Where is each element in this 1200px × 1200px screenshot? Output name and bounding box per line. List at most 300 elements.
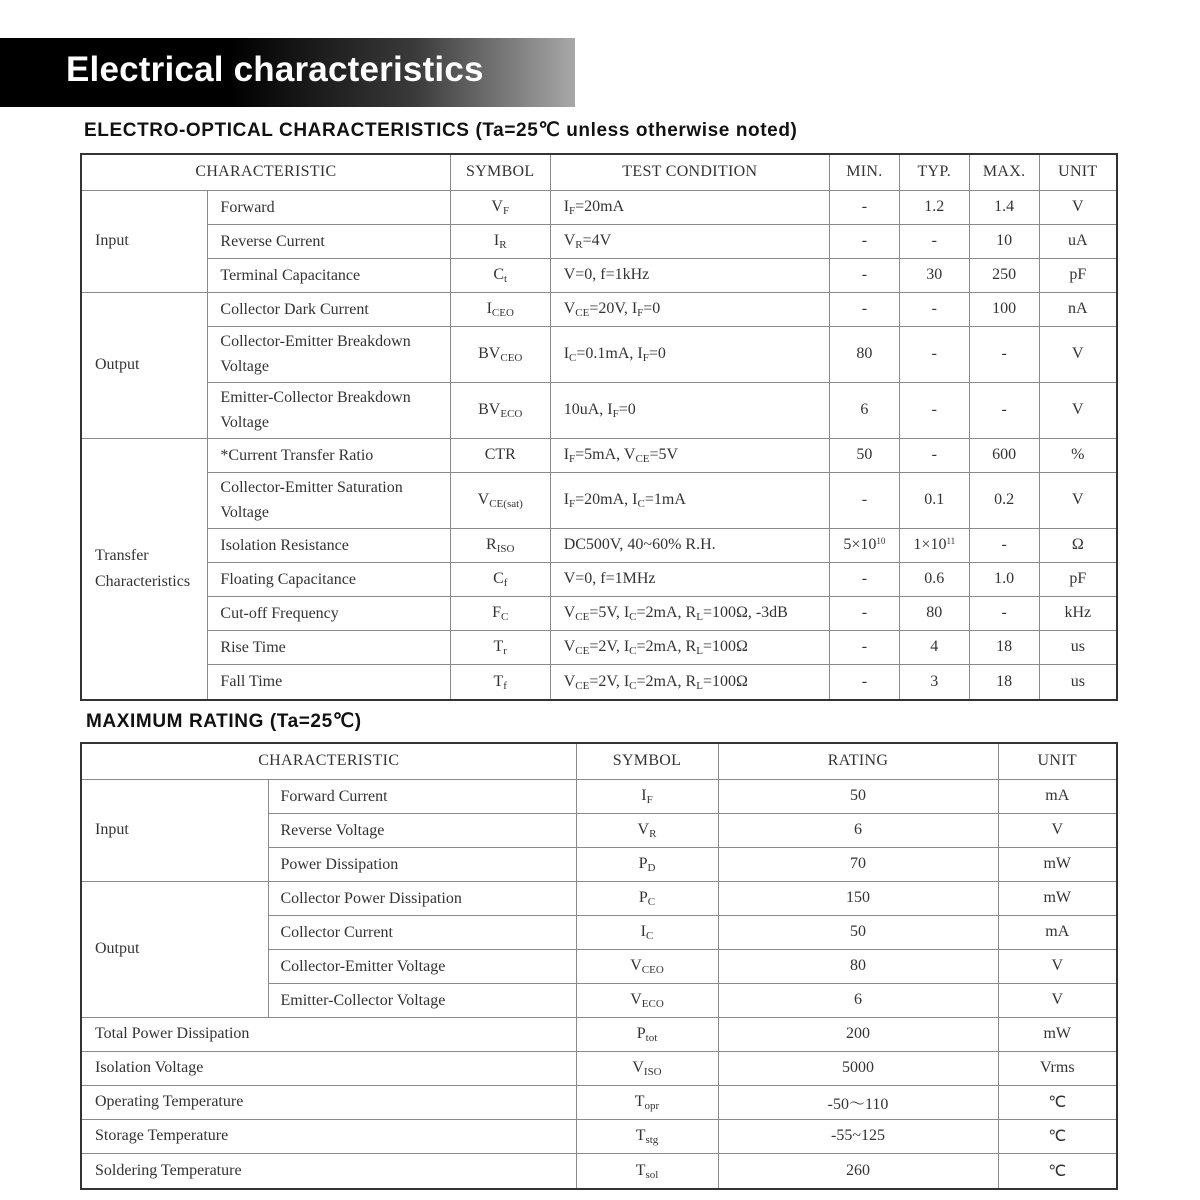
symbol-text: BV xyxy=(478,401,501,418)
condition-text: =4V xyxy=(582,232,612,249)
unit-cell: V xyxy=(998,813,1117,847)
unit-cell: uA xyxy=(1039,224,1117,258)
condition-text: =5mA, V xyxy=(575,446,636,463)
condition-subscript: F xyxy=(569,453,576,465)
characteristic-name: Collector Dark Current xyxy=(220,300,369,318)
header-typ: TYP. xyxy=(899,154,969,190)
typ-value: - xyxy=(931,345,937,362)
table-row xyxy=(81,190,1117,224)
characteristic-name: Emitter-Collector Breakdown xyxy=(220,389,411,406)
table-row xyxy=(81,1153,1117,1189)
characteristic-name: Reverse Voltage xyxy=(268,813,576,847)
condition-text: I xyxy=(563,198,570,215)
unit-cell: V xyxy=(1039,472,1117,528)
min-exponent: 10 xyxy=(876,536,886,546)
symbol-cell xyxy=(450,326,550,382)
max-rating-title: MAXIMUM RATING (Ta=25℃) xyxy=(86,711,362,732)
typ-cell xyxy=(899,292,969,326)
unit-cell: mW xyxy=(998,1017,1117,1051)
symbol-subscript: D xyxy=(647,862,656,874)
condition-text: V xyxy=(563,232,576,249)
header-rating: RATING xyxy=(718,743,998,779)
test-condition-cell xyxy=(550,224,829,258)
condition-text: V xyxy=(563,300,576,317)
characteristic-name: Rise Time xyxy=(220,638,286,656)
symbol-text: BV xyxy=(478,345,501,362)
table-row xyxy=(81,438,1117,472)
unit-cell: kHz xyxy=(1039,596,1117,630)
unit-cell: V xyxy=(1039,382,1117,438)
characteristic-name-cont: Voltage xyxy=(220,414,270,431)
symbol-text: V xyxy=(632,1059,644,1076)
min-cell xyxy=(829,528,899,562)
typ-value: 4 xyxy=(930,638,939,655)
table-row xyxy=(81,779,1117,813)
characteristic-name: Forward Current xyxy=(268,779,576,813)
characteristic-name: Operating Temperature xyxy=(81,1085,576,1119)
rating-value: 6 xyxy=(718,983,998,1017)
max-value: - xyxy=(1001,536,1007,553)
characteristic-cell xyxy=(208,224,450,258)
group-label-text: Output xyxy=(95,356,140,373)
condition-subscript: L xyxy=(696,611,703,623)
rating-value: -55~125 xyxy=(718,1119,998,1153)
typ-cell xyxy=(899,190,969,224)
max-cell xyxy=(969,382,1039,438)
typ-cell xyxy=(899,258,969,292)
typ-cell xyxy=(899,664,969,700)
unit-cell: nA xyxy=(1039,292,1117,326)
max-value: 0.2 xyxy=(994,491,1015,508)
condition-text: =20V, I xyxy=(589,300,638,317)
unit-cell: ℃ xyxy=(998,1119,1117,1153)
test-condition-cell xyxy=(550,596,829,630)
typ-value: 0.1 xyxy=(924,491,945,508)
symbol-text: V xyxy=(630,991,642,1008)
max-value: 18 xyxy=(996,672,1013,690)
table-row xyxy=(81,528,1117,562)
min-value: - xyxy=(861,198,868,215)
test-condition-cell xyxy=(550,472,829,528)
condition-text: =2mA, R xyxy=(636,672,697,690)
symbol-cell xyxy=(576,915,718,949)
condition-subscript: CE xyxy=(575,645,590,657)
characteristic-name: Collector-Emitter Saturation xyxy=(220,479,403,496)
min-value: - xyxy=(861,491,868,508)
typ-value: 30 xyxy=(926,266,943,283)
characteristic-cell xyxy=(208,292,450,326)
min-cell xyxy=(829,562,899,596)
symbol-cell xyxy=(450,438,550,472)
condition-text: I xyxy=(563,345,570,362)
header-unit: UNIT xyxy=(1039,154,1117,190)
symbol-subscript: ISO xyxy=(496,543,515,555)
condition-subscript: L xyxy=(696,679,703,692)
symbol-subscript: opr xyxy=(644,1100,660,1112)
test-condition-cell xyxy=(550,528,829,562)
symbol-cell xyxy=(576,1153,718,1189)
rating-value: -50～110 xyxy=(718,1085,998,1119)
unit-cell: V xyxy=(998,983,1117,1017)
condition-subscript: CE xyxy=(575,611,590,623)
unit-cell: mA xyxy=(998,779,1117,813)
table-row xyxy=(81,562,1117,596)
symbol-text: V xyxy=(477,491,490,508)
unit-cell: V xyxy=(998,949,1117,983)
test-condition-cell xyxy=(550,292,829,326)
condition-text: =0.1mA, I xyxy=(576,345,643,362)
symbol-text: P xyxy=(638,855,648,872)
characteristic-name: *Current Transfer Ratio xyxy=(220,446,374,464)
unit-cell: ℃ xyxy=(998,1085,1117,1119)
table-header-row xyxy=(81,154,1117,190)
characteristic-cell xyxy=(208,528,450,562)
symbol-subscript: ISO xyxy=(643,1066,662,1078)
header-unit: UNIT xyxy=(998,743,1117,779)
typ-exponent: 11 xyxy=(946,536,956,546)
electro-optical-table xyxy=(80,153,1118,701)
typ-cell xyxy=(899,438,969,472)
typ-value: - xyxy=(931,401,937,418)
symbol-cell xyxy=(576,881,718,915)
min-value: - xyxy=(861,266,868,283)
unit-cell: mA xyxy=(998,915,1117,949)
max-cell xyxy=(969,438,1039,472)
table-row xyxy=(81,472,1117,528)
unit-cell: pF xyxy=(1039,258,1117,292)
characteristic-name: Floating Capacitance xyxy=(220,570,356,588)
symbol-text: I xyxy=(640,923,646,940)
typ-cell xyxy=(899,630,969,664)
symbol-text: I xyxy=(493,232,500,249)
table-row xyxy=(81,382,1117,438)
table-row xyxy=(81,1017,1117,1051)
condition-text: V xyxy=(563,672,576,690)
symbol-cell xyxy=(576,1085,718,1119)
symbol-cell xyxy=(576,1017,718,1051)
rating-value: 80 xyxy=(718,949,998,983)
characteristic-name: Cut-off Frequency xyxy=(220,604,339,622)
max-cell xyxy=(969,664,1039,700)
min-cell xyxy=(829,596,899,630)
typ-value: 0.6 xyxy=(924,570,945,587)
unit-cell: % xyxy=(1039,438,1117,472)
min-cell xyxy=(829,472,899,528)
max-value: 100 xyxy=(992,300,1017,317)
unit-cell: ℃ xyxy=(998,1153,1117,1189)
condition-subscript: F xyxy=(642,352,649,364)
max-value: 1.4 xyxy=(994,198,1015,215)
symbol-subscript: f xyxy=(503,577,508,589)
max-value: - xyxy=(1001,345,1007,362)
max-value: 600 xyxy=(992,446,1017,463)
table-row xyxy=(81,224,1117,258)
header-symbol: SYMBOL xyxy=(576,743,718,779)
condition-text: =2V, I xyxy=(589,672,630,690)
unit-cell: pF xyxy=(1039,562,1117,596)
condition-subscript: C xyxy=(629,679,637,692)
max-cell xyxy=(969,630,1039,664)
max-value: 18 xyxy=(996,638,1013,655)
unit-cell: V xyxy=(1039,190,1117,224)
condition-text: =20mA xyxy=(575,198,625,215)
condition-text: =100Ω xyxy=(702,672,748,690)
symbol-subscript: ECO xyxy=(641,998,664,1010)
symbol-subscript: F xyxy=(502,205,510,217)
condition-subscript: CE xyxy=(575,307,590,319)
symbol-subscript: ECO xyxy=(500,408,523,420)
symbol-cell xyxy=(576,1119,718,1153)
symbol-text: R xyxy=(486,536,497,553)
rating-value: 5000 xyxy=(718,1051,998,1085)
group-label-text: Input xyxy=(95,232,129,249)
symbol-cell xyxy=(450,562,550,596)
characteristic-cell xyxy=(208,664,450,700)
test-condition-cell xyxy=(550,258,829,292)
electro-optical-title: ELECTRO-OPTICAL CHARACTERISTICS (Ta=25℃ unless otherwise noted) xyxy=(84,120,798,141)
characteristic-name-cont: Voltage xyxy=(220,504,270,521)
symbol-text: I xyxy=(641,787,647,804)
max-cell xyxy=(969,224,1039,258)
table-row xyxy=(81,1051,1117,1085)
symbol-subscript: stg xyxy=(645,1134,659,1146)
characteristic-name-cont: Voltage xyxy=(220,358,270,375)
symbol-subscript: C xyxy=(501,611,509,623)
condition-text: I xyxy=(563,491,570,508)
symbol-cell xyxy=(450,630,550,664)
header-max: MAX. xyxy=(969,154,1039,190)
symbol-text: T xyxy=(634,1093,645,1110)
table-row xyxy=(81,258,1117,292)
header-characteristic: CHARACTERISTIC xyxy=(81,743,576,779)
header-characteristic: CHARACTERISTIC xyxy=(81,154,450,190)
characteristic-name: Total Power Dissipation xyxy=(81,1017,576,1051)
typ-value: 1.2 xyxy=(924,198,945,215)
symbol-subscript: C xyxy=(647,896,656,908)
min-cell xyxy=(829,292,899,326)
min-cell xyxy=(829,630,899,664)
min-value: 5×10 xyxy=(843,536,877,553)
header-test-condition: TEST CONDITION xyxy=(550,154,829,190)
condition-subscript: F xyxy=(612,408,619,420)
characteristic-name: Terminal Capacitance xyxy=(220,266,361,284)
max-value: - xyxy=(1001,604,1007,621)
condition-text: =1mA xyxy=(644,491,686,508)
max-cell xyxy=(969,528,1039,562)
unit-cell: V xyxy=(1039,326,1117,382)
min-cell xyxy=(829,664,899,700)
characteristic-name: Collector Current xyxy=(268,915,576,949)
max-cell xyxy=(969,326,1039,382)
typ-cell xyxy=(899,224,969,258)
min-value: - xyxy=(861,604,868,621)
table-row xyxy=(81,292,1117,326)
max-value: 1.0 xyxy=(994,570,1015,587)
typ-cell xyxy=(899,596,969,630)
max-cell xyxy=(969,596,1039,630)
symbol-text: CTR xyxy=(484,446,516,463)
characteristic-name: Storage Temperature xyxy=(81,1119,576,1153)
test-condition-cell xyxy=(550,630,829,664)
test-condition-cell xyxy=(550,438,829,472)
max-cell xyxy=(969,190,1039,224)
condition-subscript: F xyxy=(569,205,576,217)
table-row xyxy=(81,1119,1117,1153)
symbol-cell xyxy=(450,190,550,224)
symbol-text: I xyxy=(486,300,492,317)
max-value: - xyxy=(1001,401,1007,418)
symbol-subscript: C xyxy=(645,930,654,942)
symbol-cell xyxy=(450,664,550,700)
min-cell xyxy=(829,190,899,224)
characteristic-name: Collector-Emitter Breakdown xyxy=(220,333,411,350)
typ-value: - xyxy=(931,446,937,463)
symbol-text: F xyxy=(492,604,502,621)
group-label: Input xyxy=(81,779,268,881)
characteristic-name: Forward xyxy=(220,198,275,216)
unit-cell: Vrms xyxy=(998,1051,1117,1085)
header-symbol: SYMBOL xyxy=(450,154,550,190)
condition-text: =5V xyxy=(649,446,679,463)
symbol-text: T xyxy=(493,672,504,690)
characteristic-name: Emitter-Collector Voltage xyxy=(268,983,576,1017)
characteristic-cell xyxy=(208,190,450,224)
table-row xyxy=(81,1085,1117,1119)
condition-text: DC500V, 40~60% R.H. xyxy=(563,536,716,553)
symbol-cell xyxy=(450,596,550,630)
symbol-subscript: sol xyxy=(645,1168,659,1181)
rating-value: 70 xyxy=(718,847,998,881)
group-label xyxy=(81,190,208,292)
characteristic-cell xyxy=(208,562,450,596)
typ-value: - xyxy=(931,232,937,249)
symbol-cell xyxy=(450,528,550,562)
characteristic-name: Reverse Current xyxy=(220,232,325,250)
characteristic-name: Fall Time xyxy=(220,673,283,691)
characteristic-cell xyxy=(208,438,450,472)
characteristic-cell xyxy=(208,326,450,382)
group-label-line: Characteristics xyxy=(95,572,191,590)
symbol-text: V xyxy=(637,821,650,838)
rating-value: 6 xyxy=(718,813,998,847)
symbol-cell xyxy=(576,983,718,1017)
typ-cell xyxy=(899,472,969,528)
unit-cell: mW xyxy=(998,847,1117,881)
symbol-cell xyxy=(576,949,718,983)
min-value: - xyxy=(861,638,868,655)
condition-text: =20mA, I xyxy=(575,491,638,508)
test-condition-cell xyxy=(550,326,829,382)
symbol-text: P xyxy=(636,1025,646,1042)
symbol-cell xyxy=(450,472,550,528)
condition-text: =2mA, R xyxy=(636,638,697,655)
symbol-text: C xyxy=(493,266,505,283)
table-header-row xyxy=(81,743,1117,779)
table-row xyxy=(81,664,1117,700)
symbol-text: C xyxy=(493,570,504,587)
symbol-subscript: r xyxy=(503,645,507,657)
symbol-subscript: t xyxy=(504,273,508,285)
test-condition-cell xyxy=(550,190,829,224)
condition-text: =0 xyxy=(643,300,661,317)
unit-cell: us xyxy=(1039,630,1117,664)
symbol-subscript: CE(sat) xyxy=(489,498,523,510)
group-label-line: Transfer xyxy=(95,546,149,564)
characteristic-name: Collector-Emitter Voltage xyxy=(268,949,576,983)
condition-text: V xyxy=(563,604,576,621)
typ-cell xyxy=(899,562,969,596)
symbol-cell xyxy=(576,779,718,813)
header-min: MIN. xyxy=(829,154,899,190)
characteristic-name: Power Dissipation xyxy=(268,847,576,881)
min-cell xyxy=(829,258,899,292)
condition-subscript: CE xyxy=(635,453,650,465)
typ-value: 1×10 xyxy=(913,536,947,553)
symbol-text: T xyxy=(493,638,504,655)
condition-subscript: R xyxy=(575,239,583,251)
banner-title: Electrical characteristics xyxy=(66,50,484,89)
condition-text: =100Ω xyxy=(702,638,748,655)
condition-subscript: C xyxy=(629,611,637,623)
condition-text: =0 xyxy=(648,345,666,362)
table-row xyxy=(81,630,1117,664)
characteristic-cell xyxy=(208,596,450,630)
symbol-cell xyxy=(576,1051,718,1085)
symbol-subscript: F xyxy=(646,794,653,806)
table-row xyxy=(81,326,1117,382)
rating-value: 150 xyxy=(718,881,998,915)
min-value: - xyxy=(861,672,868,690)
rating-value: 50 xyxy=(718,779,998,813)
symbol-cell xyxy=(450,292,550,326)
typ-value: 80 xyxy=(926,604,943,621)
condition-subscript: F xyxy=(637,307,644,319)
condition-text: =100Ω, -3dB xyxy=(702,604,788,621)
max-cell xyxy=(969,562,1039,596)
symbol-text: T xyxy=(635,1127,646,1144)
symbol-cell xyxy=(450,224,550,258)
symbol-subscript: CEO xyxy=(641,964,664,976)
condition-text: I xyxy=(563,446,570,463)
group-label: Output xyxy=(81,881,268,1017)
table-row xyxy=(81,596,1117,630)
rating-value: 260 xyxy=(718,1153,998,1189)
condition-subscript: C xyxy=(637,498,645,510)
condition-subscript: C xyxy=(629,645,637,657)
test-condition-cell xyxy=(550,382,829,438)
characteristic-name: Soldering Temperature xyxy=(81,1153,576,1189)
rating-value: 50 xyxy=(718,915,998,949)
condition-text: =0 xyxy=(618,401,636,418)
min-value: 80 xyxy=(856,345,873,362)
min-value: - xyxy=(861,300,868,317)
condition-subscript: CE xyxy=(575,679,590,692)
symbol-cell xyxy=(450,258,550,292)
symbol-subscript: R xyxy=(649,828,657,840)
characteristic-cell xyxy=(208,630,450,664)
max-value: 250 xyxy=(992,266,1017,283)
max-cell xyxy=(969,472,1039,528)
condition-subscript: L xyxy=(696,645,703,657)
symbol-subscript: CEO xyxy=(491,307,514,319)
symbol-text: T xyxy=(635,1161,646,1179)
symbol-subscript: tot xyxy=(645,1032,658,1044)
characteristic-cell xyxy=(208,258,450,292)
condition-text: V xyxy=(563,638,576,655)
min-cell xyxy=(829,382,899,438)
symbol-cell xyxy=(450,382,550,438)
symbol-subscript: CEO xyxy=(500,352,523,364)
